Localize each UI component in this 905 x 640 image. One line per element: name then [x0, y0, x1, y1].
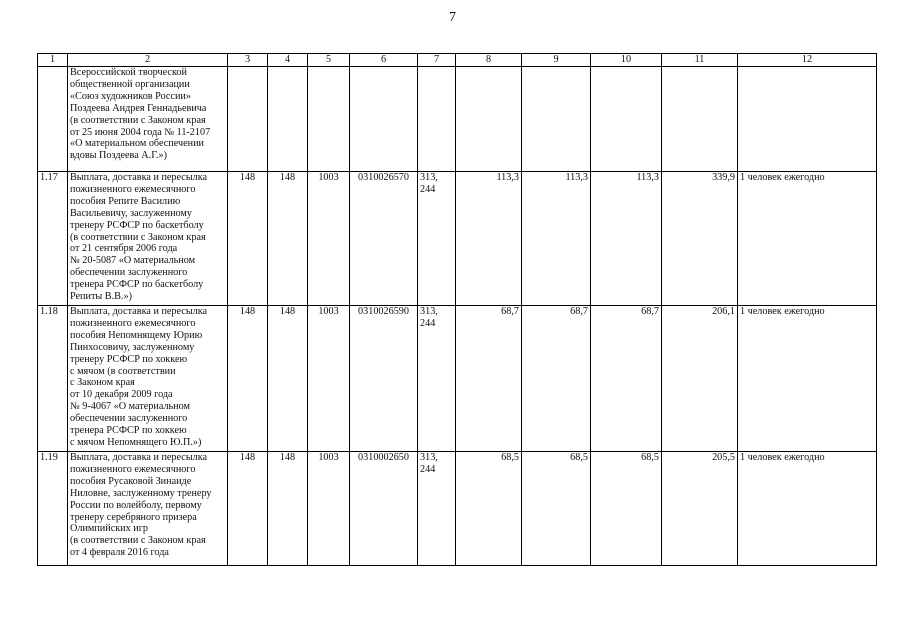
cell-col3 — [228, 67, 268, 172]
row-index: 1.17 — [38, 172, 68, 306]
column-header: 1 — [38, 54, 68, 67]
cell-col5: 1003 — [308, 172, 350, 306]
column-header: 4 — [268, 54, 308, 67]
cell-col12 — [738, 67, 877, 172]
cell-col6: 0310026570 — [350, 172, 418, 306]
cell-col4: 148 — [268, 172, 308, 306]
column-header: 11 — [662, 54, 738, 67]
cell-col10: 113,3 — [591, 172, 662, 306]
row-description: Всероссийской творческой общественной организации «Союз художников России» Поздеева Андрея Геннадьевича (в соответствии с Законом края от 25 июня 2004 года № 11-2107 «О материальном обеспечении вдовы Поздеева А.Г.») — [68, 67, 228, 172]
cell-col5 — [308, 67, 350, 172]
row-index: 1.18 — [38, 306, 68, 452]
cell-col11: 206,1 — [662, 306, 738, 452]
cell-col3: 148 — [228, 172, 268, 306]
column-header: 6 — [350, 54, 418, 67]
table-row — [38, 306, 877, 452]
cell-col10 — [591, 67, 662, 172]
cell-col6: 0310002650 — [350, 452, 418, 566]
column-header: 2 — [68, 54, 228, 67]
cell-col9: 113,3 — [522, 172, 591, 306]
cell-col7: 313, 244 — [418, 172, 456, 306]
table-row — [38, 172, 877, 306]
cell-col3: 148 — [228, 452, 268, 566]
column-header: 8 — [456, 54, 522, 67]
column-header: 10 — [591, 54, 662, 67]
cell-col9 — [522, 67, 591, 172]
cell-col8 — [456, 67, 522, 172]
cell-col10: 68,5 — [591, 452, 662, 566]
cell-col4: 148 — [268, 452, 308, 566]
row-index: 1.19 — [38, 452, 68, 566]
cell-col7 — [418, 67, 456, 172]
column-header: 7 — [418, 54, 456, 67]
budget-table — [37, 53, 877, 566]
cell-col3: 148 — [228, 306, 268, 452]
cell-col8: 68,5 — [456, 452, 522, 566]
cell-col9: 68,7 — [522, 306, 591, 452]
cell-col12: 1 человек ежегодно — [738, 306, 877, 452]
cell-col9: 68,5 — [522, 452, 591, 566]
cell-col4: 148 — [268, 306, 308, 452]
page-number: 7 — [449, 10, 456, 25]
column-header: 12 — [738, 54, 877, 67]
cell-col7: 313, 244 — [418, 306, 456, 452]
cell-col12: 1 человек ежегодно — [738, 172, 877, 306]
column-header: 9 — [522, 54, 591, 67]
cell-col8: 113,3 — [456, 172, 522, 306]
cell-col12: 1 человек ежегодно — [738, 452, 877, 566]
cell-col8: 68,7 — [456, 306, 522, 452]
cell-col7: 313, 244 — [418, 452, 456, 566]
row-index — [38, 67, 68, 172]
cell-col6 — [350, 67, 418, 172]
cell-col5: 1003 — [308, 306, 350, 452]
cell-col11: 205,5 — [662, 452, 738, 566]
cell-col4 — [268, 67, 308, 172]
row-description: Выплата, доставка и пересылка пожизненного ежемесячного пособия Непомнящему Юрию Пинхосовичу, заслуженному тренеру РСФСР по хоккею с мячом (в соответствии с Законом края от 10 декабря 2009 года № 9-4067 «О материальном обеспечении заслуженного тренера РСФСР по хоккею с мячом Непомнящего Ю.П.») — [68, 306, 228, 452]
column-header: 5 — [308, 54, 350, 67]
table-row — [38, 67, 877, 172]
cell-col5: 1003 — [308, 452, 350, 566]
column-header: 3 — [228, 54, 268, 67]
row-description: Выплата, доставка и пересылка пожизненного ежемесячного пособия Русаковой Зинаиде Ниловне, заслуженному тренеру России по волейболу, первому тренеру серебряного призера Олимпийских игр (в соответствии с Законом края от 4 февраля 2016 года — [68, 452, 228, 566]
cell-col11 — [662, 67, 738, 172]
cell-col6: 0310026590 — [350, 306, 418, 452]
table-row — [38, 452, 877, 566]
cell-col10: 68,7 — [591, 306, 662, 452]
cell-col11: 339,9 — [662, 172, 738, 306]
column-number-row — [38, 54, 877, 67]
row-description: Выплата, доставка и пересылка пожизненного ежемесячного пособия Репите Василию Васильевичу, заслуженному тренеру РСФСР по баскетболу (в соответствии с Законом края от 21 сентября 2006 года № 20-5087 «О материальном обеспечении заслуженного тренера РСФСР по баскетболу Репиты В.В.») — [68, 172, 228, 306]
